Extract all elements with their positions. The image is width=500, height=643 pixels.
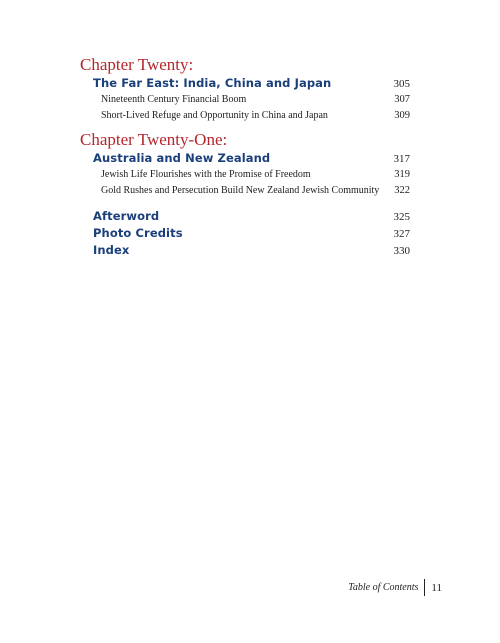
back-matter: [80, 208, 410, 259]
back-matter-entry-afterword[interactable]: [80, 208, 410, 225]
page-number: 325: [393, 211, 410, 223]
page-number: 322: [394, 185, 410, 196]
subsection-title: Jewish Life Flourishes with the Promise of Freedom: [101, 169, 311, 180]
section-entry[interactable]: [80, 150, 410, 167]
subsection-entry[interactable]: [80, 92, 410, 108]
section-title: The Far East: India, China and Japan: [93, 76, 332, 90]
subsection-entry[interactable]: [80, 108, 410, 124]
page-number: 327: [393, 228, 410, 240]
section-title: Afterword: [93, 209, 160, 223]
subsection-entry[interactable]: [80, 183, 410, 199]
back-matter-entry-index[interactable]: [80, 242, 410, 259]
page-number: 309: [394, 110, 410, 121]
page-number: 330: [393, 245, 410, 257]
chapter-block: [80, 130, 410, 199]
back-matter-entry-photo-credits[interactable]: [80, 225, 410, 242]
table-of-contents: [80, 55, 410, 259]
subsection-title: Nineteenth Century Financial Boom: [101, 94, 247, 105]
page-number: 319: [394, 169, 410, 180]
page-number: 317: [393, 153, 410, 165]
subsection-entry[interactable]: [80, 167, 410, 183]
page-footer: [348, 579, 442, 596]
section-title: Australia and New Zealand: [93, 151, 271, 165]
folio-page-number: 11: [431, 581, 442, 594]
chapter-block: [80, 55, 410, 124]
subsection-title: Gold Rushes and Persecution Build New Zealand Jewish Community: [101, 185, 380, 196]
page-number: 307: [394, 94, 410, 105]
running-footer-label: Table of Contents: [348, 582, 419, 593]
section-title: Photo Credits: [93, 226, 183, 240]
chapter-heading: Chapter Twenty:: [80, 55, 194, 74]
page-number: 305: [393, 78, 410, 90]
section-entry[interactable]: [80, 75, 410, 92]
subsection-title: Short-Lived Refuge and Opportunity in China and Japan: [101, 110, 328, 121]
chapter-heading: Chapter Twenty-One:: [80, 130, 228, 149]
section-title: Index: [93, 243, 130, 257]
